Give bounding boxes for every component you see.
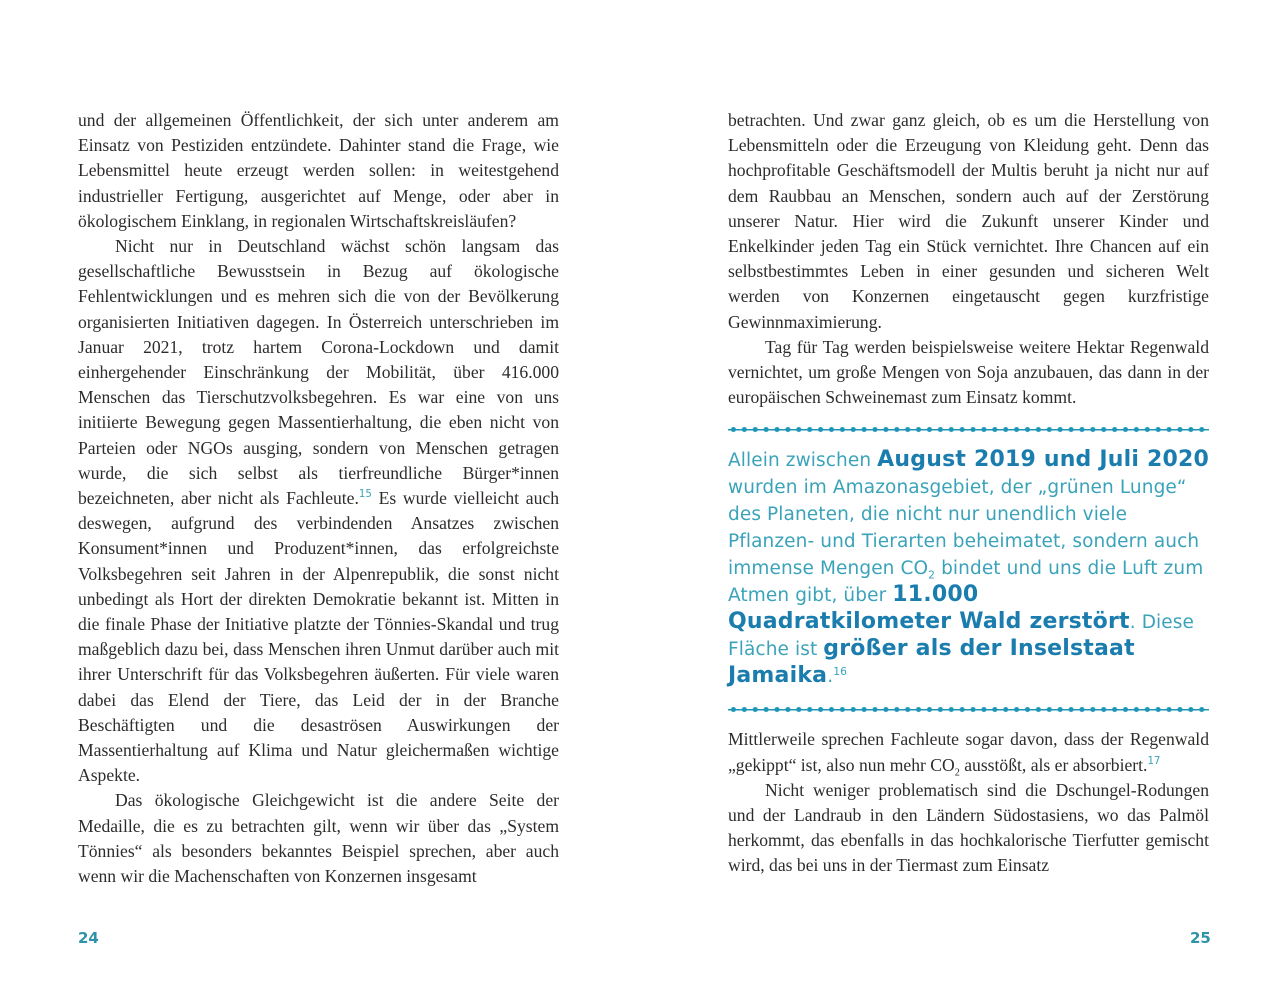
footnote-ref: 17 [1147,755,1161,767]
text-run: bindet und uns die Luft zum Atmen gibt, über [728,558,1204,607]
dotted-separator [728,425,1209,434]
highlight-bold-text: 11.000 Quadratkilometer Wald zerstört [728,582,1130,635]
body-paragraph [78,234,559,788]
footnote-ref: 16 [833,665,848,679]
callout-paragraph [728,447,1209,690]
subscript-text: 2 [954,767,960,779]
text-run: und der allgemeinen Öffentlichkeit, der sich unter anderem am Einsatz von Pestiziden entzündete. Dahinter stand die Frage, wie Lebensmittel heute erzeugt werden sollen: in weitestgehend industrieller Fertigung, ausgerichtet auf Menge, oder aber in ökologischem Einklang, in regionalen Wirtschaftskreisläufen? [78,110,559,231]
body-paragraph [78,108,559,234]
text-run: Das ökologische Gleichgewicht ist die andere Seite der Medaille, die es zu betrachten gilt, wenn wir über das „System Tönnies“ als besonders bekanntes Beispiel sprechen, aber auch wenn wir die Machenschaften von Konzernen insgesamt [78,790,559,887]
right-page-text [728,108,1209,879]
text-run: Tag für Tag werden beispielsweise weitere Hektar Regenwald vernichtet, um große Mengen von Soja anzubauen, das dann in der europäischen Schweinemast zum Einsatz kommt. [728,336,1209,408]
body-paragraph [728,335,1209,411]
text-run: ausstößt, als er absorbiert. [959,754,1148,775]
body-paragraph [728,108,1209,335]
highlight-bold-text: größer als der Inselstaat Jamaika [728,636,1135,689]
text-run: betrachten. Und zwar ganz gleich, ob es um die Herstellung von Lebensmitteln oder die Erzeugung von Kleidung geht. Denn das hochprofitable Geschäftsmodell der Multis beruht ja nicht nur auf dem Raubbau an Menschen, sondern auch auf der Zerstörung unserer Natur. Hier wird die Zukunft unserer Kinder und Enkelkinder jeden Tag ein Stück vernichtet. Ihre Chancen auf ein selbstbestimmtes Leben in einer gesunden und sicheren Welt werden von Konzernen eingetauscht gegen kurzfristige Gewinnmaximierung. [728,110,1209,332]
text-run: Nicht weniger problematisch sind die Dschungel-Rodungen und der Landraub in den Ländern Südostasiens, wo das Palmöl herkommt, das ebenfalls in das hochkalorische Tierfutter gemischt wird, das bei uns in der Tiermast zum Einsatz [728,779,1209,876]
footnote-ref: 15 [358,489,372,501]
text-run: Mittlerweile sprechen Fachleute sogar davon, dass der Regenwald „gekippt“ ist, also nun mehr CO [728,729,1209,775]
text-run: . Diese Fläche ist [728,612,1194,661]
text-run: Allein zwischen [728,450,878,472]
page-number-left: 24 [78,929,99,947]
body-paragraph [728,727,1209,777]
text-run: Es wurde vielleicht auch deswegen, aufgrund des verbindenden Ansatzes zwischen Konsument*innen und Produzent*innen, das erfolgreichste Volksbegehren seit Jahren in der Alpenrepublik, die sonst nicht unbedingt als Hort der direkten Demokratie bekannt ist. Mitten in die finale Phase der Initiative platzte der Tönnies-Skandal und trug maßgeblich dazu bei, dass Menschen ihren Unmut darüber auch mit ihrer Unterschrift für das Volksbegehren äußerten. Für viele waren dabei das Elend der Tiere, das Leid der in der Branche Beschäftigten und die desaströsen Auswirkungen der Massentierhaltung auf Klima und Natur gleichermaßen wichtige Aspekte. [78,488,559,786]
subscript-text: 2 [928,569,936,583]
left-page-text [78,108,559,889]
dotted-separator [728,705,1209,714]
page-number-right: 25 [1190,929,1211,947]
text-run: Nicht nur in Deutschland wächst schön langsam das gesellschaftliche Bewusstsein in Bezug auf ökologische Fehlentwicklungen und es mehren sich die von der Bevölkerung organisierten Initiativen dagegen. In Österreich unterschrieben im Januar 2021, trotz hartem Corona-Lockdown und damit einhergehender Einschränkung der Mobilität, über 416.000 Menschen das Tierschutzvolksbegehren. Es war eine von uns initiierte Bewegung gegen Massentierhaltung, die eben nicht von Parteien oder NGOs ausging, sondern von Menschen getragen wurde, die sich selbst als tierfreundliche Bürger*innen bezeichneten, aber nicht als Fachleute. [78,236,559,509]
highlight-bold-text: August 2019 und Juli 2020 [877,447,1209,473]
text-run: wurden im Amazonasgebiet, der „grünen Lunge“ des Planeten, die nicht nur unendlich viele Pflanzen- und Tierarten beheimatet, sondern auch immense Mengen CO [728,477,1200,580]
body-paragraph [78,788,559,889]
text-run: . [827,666,834,688]
body-paragraph [728,778,1209,879]
